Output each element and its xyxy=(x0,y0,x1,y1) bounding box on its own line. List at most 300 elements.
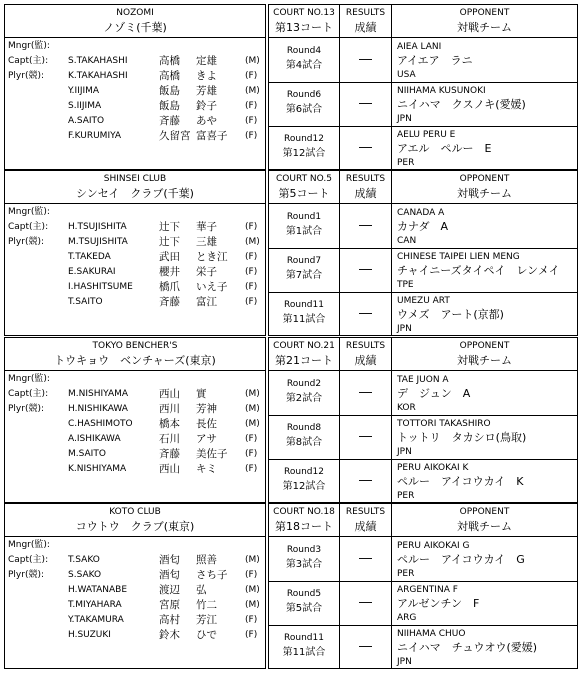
player-given-name: アサ xyxy=(196,433,217,445)
results-title-ja: 成績 xyxy=(354,354,377,367)
player-row xyxy=(5,205,265,220)
player-given-name: きよ xyxy=(196,70,217,82)
opponent-cell xyxy=(392,205,577,249)
opponent-cell xyxy=(392,293,577,337)
team-roster-panel xyxy=(4,337,266,503)
role-label: Plyr(競): xyxy=(8,404,45,414)
team-block xyxy=(4,4,578,170)
result-value: ― xyxy=(359,429,372,444)
player-sex: (F) xyxy=(245,252,258,262)
player-row xyxy=(5,402,265,417)
player-given-name: 華子 xyxy=(196,221,217,233)
result-cell xyxy=(340,460,391,504)
round-label: Round2 xyxy=(286,379,322,389)
player-sex: (F) xyxy=(245,71,258,81)
player-given-name: 富喜子 xyxy=(196,130,228,142)
round-label: Round8 xyxy=(286,423,322,433)
opponent-cell xyxy=(392,582,577,626)
role-label: Capt(主): xyxy=(8,555,49,565)
player-row xyxy=(5,628,265,643)
player-given-name: 定雄 xyxy=(196,55,217,67)
team-name-en: TOKYO BENCHER'S xyxy=(92,341,178,351)
results-column xyxy=(340,503,392,669)
round-label-ja: 第7試合 xyxy=(285,270,323,281)
opponent-title: OPPONENT xyxy=(459,341,510,351)
opponent-name-en: AIEA LANI xyxy=(397,42,442,52)
opponent-cell xyxy=(392,460,577,504)
result-cell xyxy=(340,249,391,293)
player-row xyxy=(5,54,265,69)
player-row xyxy=(5,613,265,628)
team-block xyxy=(4,337,578,503)
player-romaji: K.NISHIYAMA xyxy=(68,464,127,474)
player-row xyxy=(5,84,265,99)
round-label: Round11 xyxy=(284,300,324,310)
player-sex: (F) xyxy=(245,267,258,277)
player-surname: 橋本 xyxy=(159,418,180,430)
round-cell xyxy=(269,416,339,460)
player-surname: 辻下 xyxy=(159,236,180,248)
opponent-country: JPN xyxy=(397,114,412,124)
result-cell xyxy=(340,372,391,416)
opponent-name-en: PERU AIKOKAI G xyxy=(397,541,470,551)
player-row xyxy=(5,39,265,54)
result-cell xyxy=(340,538,391,582)
opponent-name-ja: ペルー アイコウカイ G xyxy=(397,553,525,566)
player-row xyxy=(5,583,265,598)
opponent-country: JPN xyxy=(397,324,412,334)
round-label-ja: 第4試合 xyxy=(285,60,323,71)
player-surname: 鈴木 xyxy=(159,629,180,641)
player-given-name: 芳神 xyxy=(196,403,217,415)
result-cell xyxy=(340,626,391,670)
player-surname: 斉藤 xyxy=(159,115,180,127)
round-cell xyxy=(269,293,339,337)
player-romaji: T.MIYAHARA xyxy=(68,600,122,610)
round-label: Round3 xyxy=(286,545,322,555)
round-cell xyxy=(269,205,339,249)
result-value: ― xyxy=(359,385,372,400)
team-header xyxy=(5,338,265,371)
opponent-name-ja: デ ジュン A xyxy=(397,387,471,400)
results-column xyxy=(340,170,392,336)
player-surname: 西山 xyxy=(159,463,180,475)
player-surname: 橋爪 xyxy=(159,281,180,293)
court-column xyxy=(268,170,340,336)
round-cell xyxy=(269,127,339,171)
results-title-ja: 成績 xyxy=(354,187,377,200)
opponent-column xyxy=(392,170,578,336)
court-column xyxy=(268,4,340,170)
player-surname: 斉藤 xyxy=(159,296,180,308)
team-header xyxy=(5,171,265,204)
court-header xyxy=(269,5,339,38)
result-value: ― xyxy=(359,551,372,566)
round-label-ja: 第11試合 xyxy=(282,647,326,658)
player-given-name: 芳雄 xyxy=(196,85,217,97)
player-given-name: さち子 xyxy=(196,569,228,581)
team-name-ja: シンセイ クラブ(千葉) xyxy=(76,187,194,200)
team-name-ja: コウトウ クラブ(東京) xyxy=(75,520,195,533)
player-sex: (M) xyxy=(245,600,260,610)
result-cell xyxy=(340,83,391,127)
player-romaji: F.KURUMIYA xyxy=(68,131,122,141)
player-sex: (M) xyxy=(245,585,260,595)
result-cell xyxy=(340,39,391,83)
opponent-name-ja: アルゼンチン F xyxy=(397,597,480,610)
results-title: RESULTS xyxy=(345,8,386,18)
court-number-ja: 第18コート xyxy=(275,520,333,533)
round-label: Round7 xyxy=(286,256,322,266)
player-romaji: C.HASHIMOTO xyxy=(68,419,133,429)
player-row xyxy=(5,114,265,129)
result-value: ― xyxy=(359,52,372,67)
role-label: Plyr(競): xyxy=(8,237,45,247)
player-given-name: 竹二 xyxy=(196,599,217,611)
player-sex: (F) xyxy=(245,570,258,580)
player-sex: (F) xyxy=(245,464,258,474)
opponent-country: PER xyxy=(397,158,415,168)
team-header xyxy=(5,504,265,537)
opponent-cell xyxy=(392,626,577,670)
round-label: Round12 xyxy=(284,467,324,477)
opponent-country: TPE xyxy=(397,280,414,290)
player-romaji: M.SAITO xyxy=(68,449,106,459)
team-schedule-sheet xyxy=(4,4,578,670)
court-column xyxy=(268,337,340,503)
player-sex: (M) xyxy=(245,389,260,399)
court-number: COURT NO.18 xyxy=(273,507,335,517)
result-cell xyxy=(340,293,391,337)
player-row xyxy=(5,372,265,387)
role-label: Capt(主): xyxy=(8,222,49,232)
player-given-name: 栄子 xyxy=(196,266,217,278)
opponent-name-ja: ニイハマ チュウオウ(愛媛) xyxy=(397,641,538,654)
round-cell xyxy=(269,538,339,582)
results-title: RESULTS xyxy=(345,174,386,184)
player-surname: 宮原 xyxy=(159,599,180,611)
opponent-header xyxy=(392,504,577,537)
player-sex: (M) xyxy=(245,237,260,247)
player-row xyxy=(5,295,265,310)
round-label-ja: 第5試合 xyxy=(285,603,323,614)
player-sex: (M) xyxy=(245,404,260,414)
role-label: Mngr(監): xyxy=(8,207,50,217)
round-label-ja: 第11試合 xyxy=(282,314,326,325)
court-column xyxy=(268,503,340,669)
player-sex: (F) xyxy=(245,131,258,141)
player-given-name: 鈴子 xyxy=(196,100,217,112)
opponent-country: KOR xyxy=(397,403,416,413)
player-row xyxy=(5,99,265,114)
court-number: COURT NO.5 xyxy=(276,174,332,184)
results-header xyxy=(340,338,391,371)
player-row xyxy=(5,568,265,583)
court-number: COURT NO.13 xyxy=(273,8,335,18)
result-cell xyxy=(340,582,391,626)
opponent-header xyxy=(392,5,577,38)
player-given-name: 美佐子 xyxy=(196,448,228,460)
player-row xyxy=(5,417,265,432)
results-column xyxy=(340,4,392,170)
opponent-column xyxy=(392,4,578,170)
opponent-country: PER xyxy=(397,569,415,579)
player-row xyxy=(5,69,265,84)
player-given-name: いえ子 xyxy=(196,281,228,293)
player-romaji: T.SAKO xyxy=(68,555,100,565)
result-value: ― xyxy=(359,473,372,488)
round-cell xyxy=(269,83,339,127)
court-header xyxy=(269,504,339,537)
opponent-title-ja: 対戦チーム xyxy=(457,520,512,533)
player-surname: 飯島 xyxy=(159,100,180,112)
player-sex: (F) xyxy=(245,116,258,126)
player-romaji: K.TAKAHASHI xyxy=(68,71,128,81)
opponent-name-en: PERU AIKOKAI K xyxy=(397,463,469,473)
results-header xyxy=(340,504,391,537)
opponent-name-ja: ウメズ アート(京都) xyxy=(397,308,504,321)
player-romaji: Y.IIJIMA xyxy=(68,86,100,96)
opponent-name-en: AELU PERU E xyxy=(397,130,456,140)
player-given-name: 弘 xyxy=(196,584,207,596)
player-given-name: キミ xyxy=(196,463,217,475)
player-given-name: 實 xyxy=(196,388,207,400)
player-given-name: 富江 xyxy=(196,296,217,308)
opponent-name-en: NIIHAMA KUSUNOKI xyxy=(397,86,486,96)
player-surname: 酒匂 xyxy=(159,569,180,581)
opponent-name-en: CHINESE TAIPEI LIEN MENG xyxy=(397,252,520,262)
opponent-name-en: TOTTORI TAKASHIRO xyxy=(397,419,491,429)
opponent-cell xyxy=(392,83,577,127)
result-value: ― xyxy=(359,140,372,155)
player-sex: (F) xyxy=(245,282,258,292)
player-row xyxy=(5,220,265,235)
result-value: ― xyxy=(359,595,372,610)
player-sex: (F) xyxy=(245,630,258,640)
results-title-ja: 成績 xyxy=(354,520,377,533)
round-label: Round12 xyxy=(284,134,324,144)
player-sex: (F) xyxy=(245,101,258,111)
player-surname: 西川 xyxy=(159,403,180,415)
results-title: RESULTS xyxy=(345,507,386,517)
team-roster-panel xyxy=(4,503,266,669)
player-sex: (F) xyxy=(245,434,258,444)
result-cell xyxy=(340,127,391,171)
team-name-en: NOZOMI xyxy=(116,8,154,18)
player-row xyxy=(5,432,265,447)
player-sex: (F) xyxy=(245,297,258,307)
player-row xyxy=(5,280,265,295)
round-cell xyxy=(269,372,339,416)
round-cell xyxy=(269,626,339,670)
player-surname: 飯島 xyxy=(159,85,180,97)
player-romaji: S.SAKO xyxy=(68,570,102,580)
result-cell xyxy=(340,205,391,249)
opponent-name-en: CANADA A xyxy=(397,208,445,218)
player-sex: (F) xyxy=(245,449,258,459)
round-label-ja: 第8試合 xyxy=(285,437,323,448)
round-label-ja: 第2試合 xyxy=(285,393,323,404)
player-surname: 渡辺 xyxy=(159,584,180,596)
round-label-ja: 第3試合 xyxy=(285,559,323,570)
opponent-country: USA xyxy=(397,70,416,80)
team-roster-panel xyxy=(4,170,266,336)
court-number-ja: 第13コート xyxy=(275,21,333,34)
opponent-title-ja: 対戦チーム xyxy=(457,187,512,200)
player-surname: 武田 xyxy=(159,251,180,263)
role-label: Mngr(監): xyxy=(8,540,50,550)
opponent-name-ja: アイエア ラニ xyxy=(397,54,473,67)
role-label: Mngr(監): xyxy=(8,41,50,51)
player-given-name: 照善 xyxy=(196,554,217,566)
opponent-name-en: NIIHAMA CHUO xyxy=(397,629,466,639)
court-number-ja: 第21コート xyxy=(275,354,333,367)
team-name-en: SHINSEI CLUB xyxy=(103,174,167,184)
team-name-en: KOTO CLUB xyxy=(109,507,161,517)
round-label-ja: 第12試合 xyxy=(282,481,326,492)
round-label-ja: 第12試合 xyxy=(282,148,326,159)
round-label: Round4 xyxy=(286,46,322,56)
player-romaji: T.SAITO xyxy=(68,297,103,307)
player-row xyxy=(5,250,265,265)
player-row xyxy=(5,553,265,568)
team-block xyxy=(4,503,578,669)
player-romaji: T.TAKEDA xyxy=(68,252,111,262)
opponent-title: OPPONENT xyxy=(459,8,510,18)
results-title: RESULTS xyxy=(345,341,386,351)
role-label: Capt(主): xyxy=(8,389,49,399)
round-label: Round1 xyxy=(286,212,322,222)
player-sex: (M) xyxy=(245,56,260,66)
results-column xyxy=(340,337,392,503)
results-header xyxy=(340,171,391,204)
player-romaji: A.SAITO xyxy=(68,116,105,126)
player-surname: 西山 xyxy=(159,388,180,400)
player-sex: (M) xyxy=(245,555,260,565)
player-surname: 高橋 xyxy=(159,55,180,67)
opponent-cell xyxy=(392,538,577,582)
opponent-country: ARG xyxy=(397,613,417,623)
opponent-name-ja: アエル ペルー E xyxy=(397,142,492,155)
round-cell xyxy=(269,460,339,504)
court-header xyxy=(269,171,339,204)
player-romaji: M.TSUJISHITA xyxy=(68,237,128,247)
player-romaji: S.IIJIMA xyxy=(68,101,102,111)
opponent-cell xyxy=(392,39,577,83)
player-given-name: とき江 xyxy=(196,251,228,263)
player-romaji: A.ISHIKAWA xyxy=(68,434,121,444)
opponent-name-ja: トットリ タカシロ(鳥取) xyxy=(397,431,527,444)
player-row xyxy=(5,462,265,477)
player-given-name: 長佐 xyxy=(196,418,217,430)
player-row xyxy=(5,447,265,462)
player-sex: (F) xyxy=(245,222,258,232)
round-label-ja: 第1試合 xyxy=(285,226,323,237)
role-label: Capt(主): xyxy=(8,56,49,66)
opponent-name-ja: ニイハマ クスノキ(愛媛) xyxy=(397,98,526,111)
player-romaji: H.SUZUKI xyxy=(68,630,111,640)
player-given-name: 三雄 xyxy=(196,236,217,248)
player-row xyxy=(5,235,265,250)
player-sex: (F) xyxy=(245,615,258,625)
player-romaji: H.TSUJISHITA xyxy=(68,222,127,232)
result-value: ― xyxy=(359,262,372,277)
round-cell xyxy=(269,249,339,293)
opponent-name-en: ARGENTINA F xyxy=(397,585,458,595)
opponent-title: OPPONENT xyxy=(459,174,510,184)
player-surname: 石川 xyxy=(159,433,180,445)
opponent-column xyxy=(392,503,578,669)
opponent-cell xyxy=(392,416,577,460)
team-roster-panel xyxy=(4,4,266,170)
player-sex: (M) xyxy=(245,86,260,96)
team-name-ja: ノゾミ(千葉) xyxy=(103,21,167,34)
player-sex: (M) xyxy=(245,419,260,429)
round-label: Round5 xyxy=(286,589,322,599)
opponent-country: JPN xyxy=(397,657,412,667)
result-value: ― xyxy=(359,639,372,654)
round-cell xyxy=(269,39,339,83)
player-surname: 斉藤 xyxy=(159,448,180,460)
player-row xyxy=(5,538,265,553)
player-row xyxy=(5,598,265,613)
opponent-title: OPPONENT xyxy=(459,507,510,517)
opponent-header xyxy=(392,171,577,204)
player-row xyxy=(5,129,265,144)
opponent-country: PER xyxy=(397,491,415,501)
player-surname: 高村 xyxy=(159,614,180,626)
player-surname: 高橋 xyxy=(159,70,180,82)
player-romaji: I.HASHITSUME xyxy=(68,282,133,292)
opponent-cell xyxy=(392,249,577,293)
player-surname: 久留宮 xyxy=(159,130,191,142)
player-given-name: ひで xyxy=(196,629,217,641)
role-label: Plyr(競): xyxy=(8,570,45,580)
round-label-ja: 第6試合 xyxy=(285,104,323,115)
team-block xyxy=(4,170,578,336)
player-romaji: M.NISHIYAMA xyxy=(68,389,129,399)
player-given-name: あや xyxy=(196,115,217,127)
player-row xyxy=(5,387,265,402)
player-row xyxy=(5,265,265,280)
opponent-title-ja: 対戦チーム xyxy=(457,354,512,367)
results-header xyxy=(340,5,391,38)
result-cell xyxy=(340,416,391,460)
results-title-ja: 成績 xyxy=(354,21,377,34)
opponent-name-ja: カナダ A xyxy=(397,220,448,233)
player-romaji: E.SAKURAI xyxy=(68,267,116,277)
opponent-name-en: TAE JUON A xyxy=(397,375,449,385)
role-label: Plyr(競): xyxy=(8,71,45,81)
round-label: Round6 xyxy=(286,90,322,100)
opponent-cell xyxy=(392,127,577,171)
player-romaji: H.NISHIKAWA xyxy=(68,404,128,414)
player-surname: 櫻井 xyxy=(159,266,180,278)
team-header xyxy=(5,5,265,38)
opponent-country: CAN xyxy=(397,236,417,246)
player-given-name: 芳江 xyxy=(196,614,217,626)
court-number: COURT NO.21 xyxy=(273,341,335,351)
court-number-ja: 第5コート xyxy=(278,187,330,200)
player-romaji: Y.TAKAMURA xyxy=(68,615,124,625)
player-surname: 酒匂 xyxy=(159,554,180,566)
result-value: ― xyxy=(359,306,372,321)
role-label: Mngr(監): xyxy=(8,374,50,384)
court-header xyxy=(269,338,339,371)
result-value: ― xyxy=(359,218,372,233)
opponent-name-ja: ペルー アイコウカイ K xyxy=(397,475,524,488)
opponent-name-ja: チャイニーズタイペイ レンメイ xyxy=(397,264,560,277)
